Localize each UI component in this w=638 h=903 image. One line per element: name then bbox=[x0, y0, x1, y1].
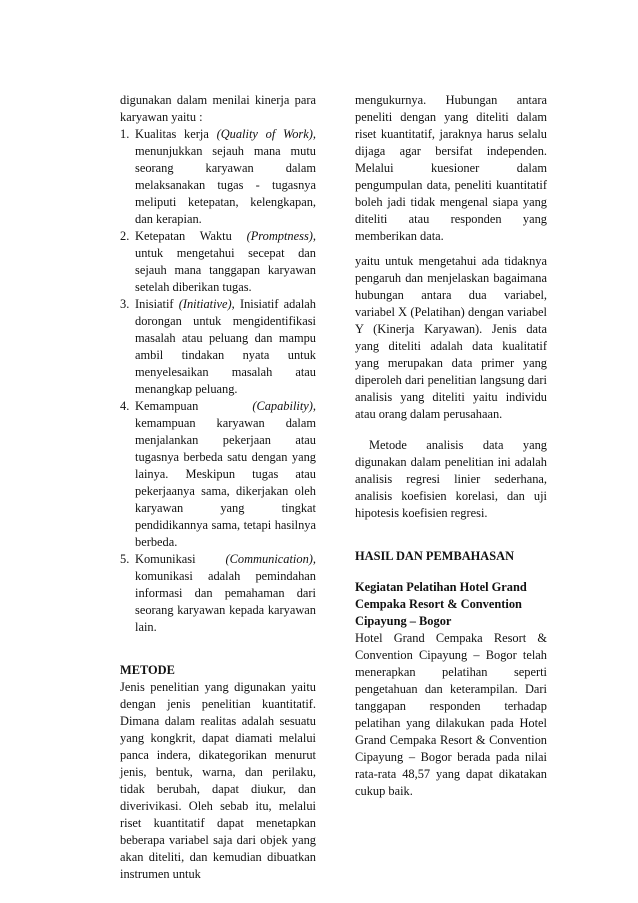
paragraph-purpose: yaitu untuk mengetahui ada tidaknya pengaruh dan menjelaskan bagaimana hubungan antara dua variabel, variabel X (Pelatihan) dengan variabel Y (Kinerja Karyawan). Jenis data yang diteliti adalah data kualitatif yang merupakan data primer yang diperoleh dari penelitian langsung dari analisis yang diteliti yaitu individu atau orang dalam perusahaan. bbox=[355, 254, 547, 421]
list-item bbox=[120, 228, 316, 296]
criterion-term: Ketepatan Waktu bbox=[135, 229, 232, 243]
list-item bbox=[120, 126, 316, 228]
left-column bbox=[120, 92, 316, 883]
criterion-term: Komunikasi bbox=[135, 552, 196, 566]
sub-heading: Kegiatan Pelatihan Hotel Grand Cempaka Resort & Convention Cipayung – Bogor bbox=[355, 580, 527, 628]
paragraph-relationship: mengukurnya. Hubungan antara peneliti dengan yang diteliti dalam riset kuantitatif, jaraknya harus selalu dijaga agar bersifat independen. Melalui kuesioner dalam pengumpulan data, peneliti kuantitatif boleh jadi tidak mengenal siapa yang diteliti atau responden yang memberikan data. bbox=[355, 93, 547, 243]
criteria-list bbox=[120, 126, 316, 636]
criterion-text: untuk mengetahui secepat dan sejauh mana tanggapan karyawan setelah diberikan tugas. bbox=[135, 246, 316, 294]
list-item bbox=[120, 551, 316, 636]
hasil-heading: HASIL DAN PEMBAHASAN bbox=[355, 549, 515, 563]
criterion-text: Inisiatif adalah dorongan untuk mengidentifikasi masalah atau peluang dan mampu ambil tindakan nyata untuk menyelesaikan masalah atau menangkap peluang. bbox=[135, 297, 316, 396]
list-number: 3. bbox=[120, 297, 130, 311]
criterion-term: Kemampuan bbox=[135, 399, 199, 413]
criterion-english: (Communication), bbox=[225, 552, 316, 566]
list-number: 4. bbox=[120, 399, 130, 413]
list-item bbox=[120, 398, 316, 551]
criterion-english: (Capability), bbox=[252, 399, 316, 413]
list-number: 1. bbox=[120, 127, 130, 141]
criterion-text: menunjukkan sejauh mana mutu seorang karyawan dalam melaksanakan tugas - tugasnya meliputi ketepatan, kelengkapan, dan kerapian. bbox=[135, 144, 316, 226]
paragraph-analysis: Metode analisis data yang digunakan dalam penelitian ini adalah analisis regresi linier sederhana, analisis koefisien korelasi, dan uji hipotesis koefisien regresi. bbox=[355, 438, 547, 520]
list-number: 2. bbox=[120, 229, 130, 243]
paragraph-results: Hotel Grand Cempaka Resort & Convention Cipayung – Bogor telah menerapkan pelatihan seperti pengetahuan dan keterampilan. Dari tanggapan responden terhadap pelatihan yang dilakukan pada Hotel Grand Cempaka Resort & Convention Cipayung – Bogor berada pada nilai rata-rata 48,57 yang dapat dikatakan cukup baik. bbox=[355, 631, 547, 798]
criterion-term: Inisiatif bbox=[135, 297, 174, 311]
list-item bbox=[120, 296, 316, 398]
criterion-text: kemampuan karyawan dalam menjalankan pekerjaan atau tugasnya berbeda satu dengan yang lainya. Meskipun tugas atau pekerjaanya sama, dikerjakan oleh karyawan yang tingkat pendidikannya sama, tetapi hasilnya berbeda. bbox=[135, 416, 316, 549]
metode-text: Jenis penelitian yang digunakan yaitu dengan jenis penelitian kuantitatif. Dimana dalam realitas adalah sesuatu yang kongkrit, dapat diamati melalui panca indera, dikategorikan menurut jenis, bentuk, warna, dan perilaku, tidak berubah, dapat diukur, dan diverivikasi. Oleh sebab itu, melalui riset kuantitatif dapat menetapkan beberapa variabel saja dari objek yang akan diteliti, dan kemudian dibuatkan instrumen untuk bbox=[120, 680, 316, 881]
criterion-english: (Initiative), bbox=[178, 297, 235, 311]
criterion-text: komunikasi adalah pemindahan informasi dan pemahaman dari seorang karyawan kepada karyawan lain. bbox=[135, 569, 316, 634]
spacer bbox=[120, 636, 316, 662]
metode-heading: METODE bbox=[120, 663, 175, 677]
spacer bbox=[355, 522, 547, 548]
list-number: 5. bbox=[120, 552, 130, 566]
criterion-english: (Quality of Work), bbox=[216, 127, 316, 141]
spacer bbox=[355, 245, 547, 253]
right-column bbox=[355, 92, 547, 800]
spacer bbox=[355, 565, 547, 579]
spacer bbox=[355, 423, 547, 437]
criterion-english: (Promptness), bbox=[246, 229, 316, 243]
intro-text: digunakan dalam menilai kinerja para karyawan yaitu : bbox=[120, 93, 316, 124]
criterion-term: Kualitas kerja bbox=[135, 127, 209, 141]
